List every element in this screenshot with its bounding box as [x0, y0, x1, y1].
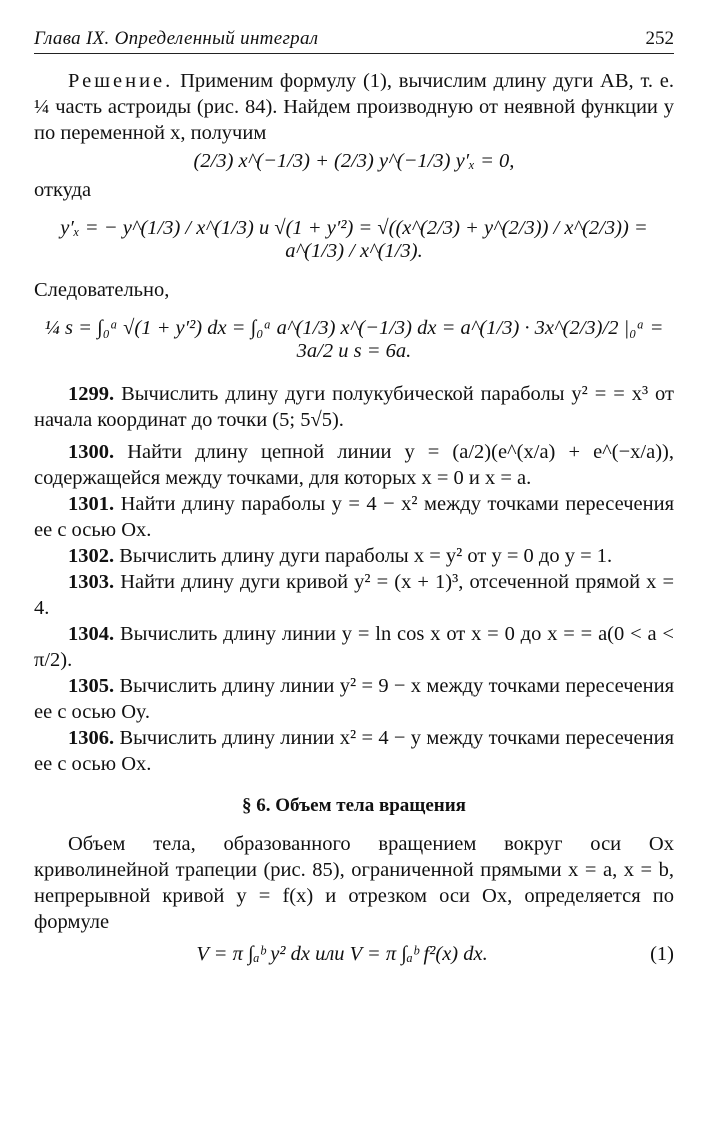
solution-paragraph: [34, 68, 674, 146]
problem-1301: 1301. Найти длину параболы y = 4 − x² между точками пересечения ее с осью Ox.: [34, 493, 675, 541]
text-otkuda: откуда: [34, 179, 92, 201]
problem-1304: 1304. Вычислить длину линии y = ln cos x от x = 0 до x = = a(0 < a < π/2).: [34, 623, 674, 671]
equation-1: (2/3) x^(−1/3) + (2/3) y^(−1/3) y′ₓ = 0,: [193, 150, 515, 172]
solution-text: Применим формулу (1), вычислим длину дуги AB, т. е. ¼ часть астроиды (рис. 84). Найдем производную от неявной функции y по переменной x, получим: [34, 70, 674, 144]
section-heading: § 6. Объем тела вращения: [242, 795, 466, 816]
equation-3: ¼ s = ∫₀ᵃ √(1 + y′²) dx = ∫₀ᵃ a^(1/3) x^(−1/3) dx = a^(1/3) · 3x^(2/3)/2 |₀ᵃ = 3a/2 и s = 6a.: [44, 317, 664, 362]
page-number: 252: [645, 28, 674, 49]
running-header: [34, 28, 674, 54]
problem-1306: 1306. Вычислить длину линии x² = 4 − y между точками пересечения ее с осью Ox.: [34, 727, 674, 775]
problem-1302: 1302. Вычислить длину дуги параболы x = y² от y = 0 до y = 1.: [68, 545, 613, 567]
volume-formula-row: [34, 943, 674, 966]
formula-number: (1): [650, 943, 674, 965]
volume-formula: V = π ∫ₐᵇ y² dx или V = π ∫ₐᵇ f²(x) dx.: [196, 943, 488, 965]
problem-1305: 1305. Вычислить длину линии y² = 9 − x между точками пересечения ее с осью Oy.: [34, 675, 674, 723]
page: [34, 28, 674, 966]
equation-2: y′ₓ = − y^(1/3) / x^(1/3) и √(1 + y′²) = √((x^(2/3) + y^(2/3)) / x^(2/3)) = a^(1/3) / x^(1/3).: [60, 217, 648, 262]
problem-1303: 1303. Найти длину дуги кривой y² = (x + 1)³, отсеченной прямой x = 4.: [34, 571, 675, 619]
problem-list: [34, 381, 674, 777]
problem-1300: 1300. Найти длину цепной линии y = (a/2)(e^(x/a) + e^(−x/a)), содержащейся между точками, для которых x = 0 и x = a.: [34, 441, 675, 489]
text-therefore: Следовательно,: [34, 279, 170, 301]
section-paragraph: Объем тела, образованного вращением вокруг оси Ox криволинейной трапеции (рис. 85), ограниченной прямыми x = a, x = b, непрерывной кривой y = f(x) и отрезком оси Ox, определяется по формуле: [34, 833, 674, 933]
problem-1299: 1299. Вычислить длину дуги полукубической параболы y² = = x³ от начала координат до точки (5; 5√5).: [34, 383, 674, 431]
chapter-title: Глава IX. Определенный интеграл: [34, 28, 319, 49]
solution-label: Решение.: [68, 70, 174, 92]
